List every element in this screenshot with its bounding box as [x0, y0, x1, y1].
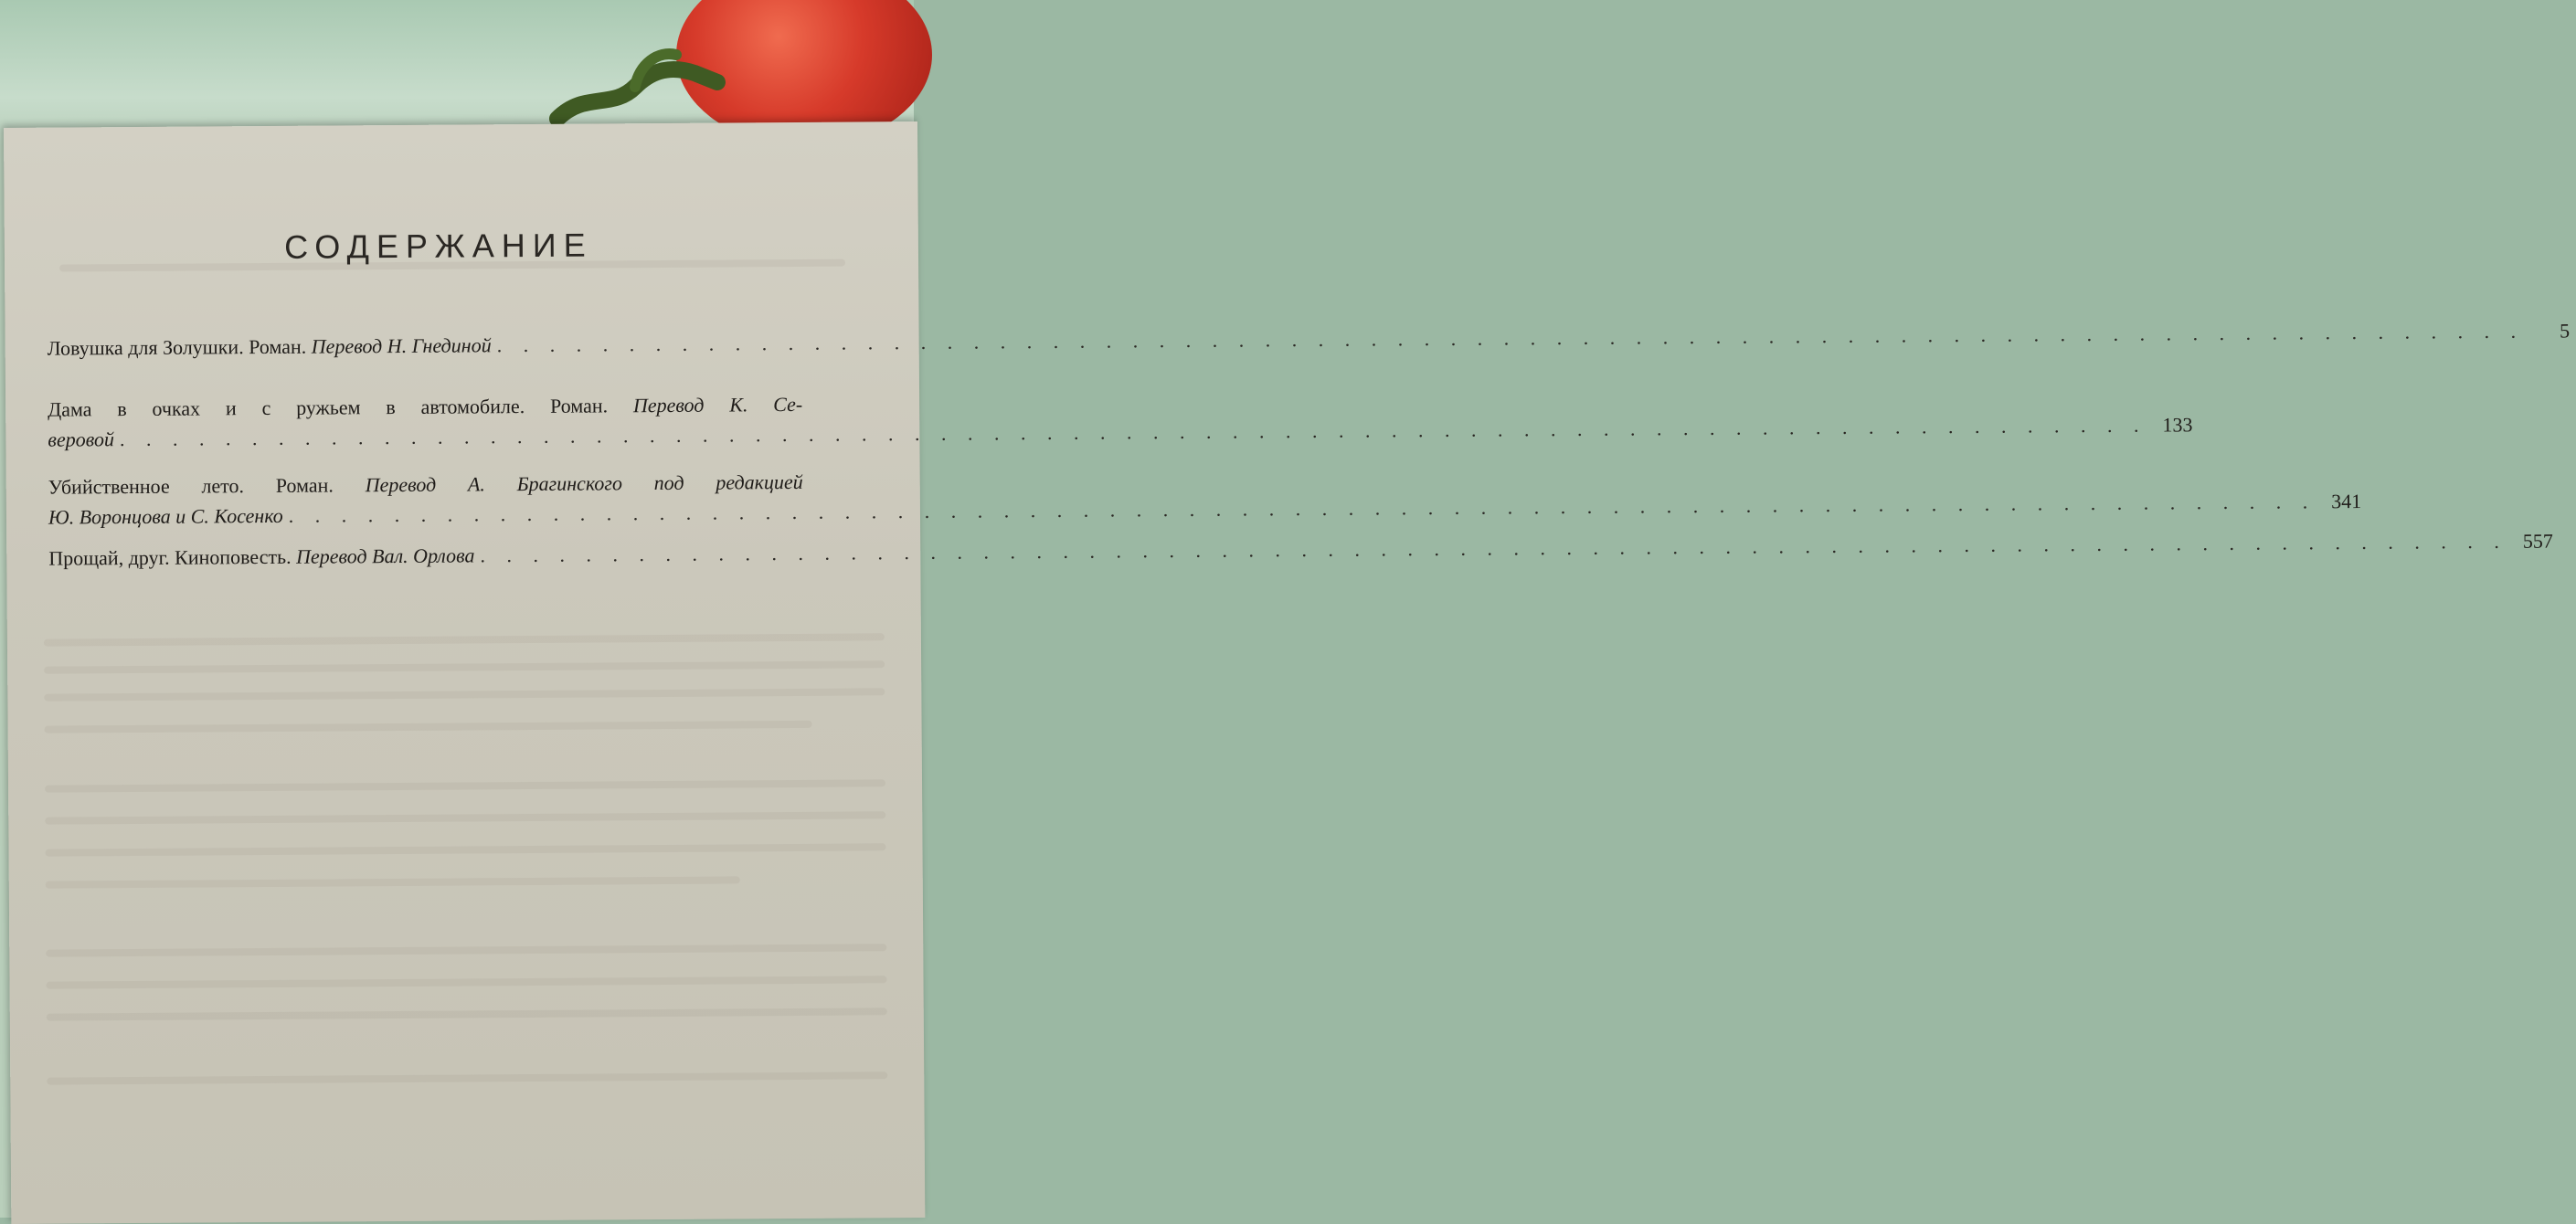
entry-title: Дама в очках и с ружьем в автомобиле. Роман. — [48, 394, 609, 421]
entry-translator: Перевод К. Се- — [632, 392, 803, 417]
leader-dots: . . . . . . . . . . . . . . . . . . . . . . . . . . . . . . . . . . . . . . . . . . . . . . . . . . . . . . . . . . . . . . . . . . . . . . . . . . . . . — [288, 490, 2316, 527]
page-number: 341 — [2331, 489, 2362, 513]
entry-title: Убийственное лето. Роман. — [48, 473, 334, 499]
bleed-through-line — [45, 721, 812, 733]
toc-heading: СОДЕРЖАНИЕ — [283, 226, 593, 266]
bleed-through-line — [45, 811, 885, 824]
toc-entry — [48, 389, 2193, 455]
page-number: 133 — [2162, 413, 2193, 437]
bleed-through-line — [44, 660, 885, 673]
bleed-through-line — [47, 976, 887, 988]
bleed-through-line — [46, 843, 886, 856]
toc-entry — [47, 319, 2571, 364]
toc-entry — [48, 529, 2553, 574]
entry-translator-cont: Ю. Воронцова и С. Косенко — [48, 503, 283, 529]
page-number: 5 — [2560, 319, 2571, 343]
entry-translator: Перевод Вал. Орлова — [295, 543, 475, 568]
bleed-through-line — [44, 688, 885, 701]
toc-entry-line — [48, 529, 2553, 574]
entry-translator: Перевод Н. Гнединой — [311, 333, 492, 358]
book-page — [4, 121, 2571, 1224]
bleed-through-line — [44, 633, 885, 646]
bleed-through-line — [47, 1071, 887, 1084]
toc-entry-line — [48, 413, 2193, 455]
entry-title: Прощай, друг. Киноповесть. — [48, 544, 292, 570]
leader-dots: . . . . . . . . . . . . . . . . . . . . . . . . . . . . . . . . . . . . . . . . . . . . . . . . . . . . . . . . . . . . . . . . . . . . . . . . . . . . . — [496, 319, 2525, 357]
bleed-through-line — [47, 1008, 887, 1020]
leader-dots: . . . . . . . . . . . . . . . . . . . . . . . . . . . . . . . . . . . . . . . . . . . . . . . . . . . . . . . . . . . . . . . . . . . . . . . . . . . . . — [119, 413, 2147, 451]
leader-dots: . . . . . . . . . . . . . . . . . . . . . . . . . . . . . . . . . . . . . . . . . . . . . . . . . . . . . . . . . . . . . . . . . . . . . . . . . . . . . — [480, 529, 2507, 567]
entry-title: Ловушка для Золушки. Роман. — [47, 334, 307, 360]
bleed-through-line — [46, 944, 886, 956]
toc-entry — [48, 467, 2362, 533]
toc-entry-line — [47, 319, 2571, 364]
tomato-stem-image — [548, 37, 722, 137]
bleed-through-line — [45, 779, 885, 792]
page-number: 557 — [2522, 529, 2553, 553]
entry-translator-cont: веровой — [48, 427, 115, 451]
bleed-through-line — [46, 876, 740, 888]
entry-translator: Перевод А. Брагинского под редакцией — [365, 470, 803, 497]
toc-entry-line — [48, 489, 2362, 533]
